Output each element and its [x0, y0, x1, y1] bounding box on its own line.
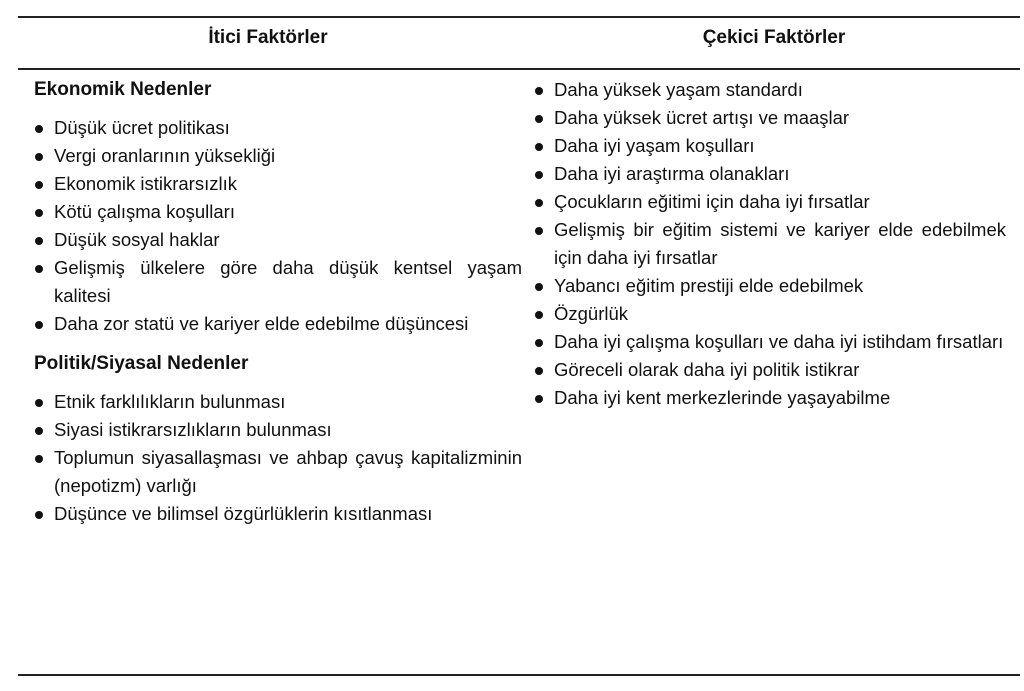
political-reasons-title: Politik/Siyasal Nedenler: [34, 353, 249, 374]
bullet-icon: [535, 367, 543, 375]
table-header-row: [18, 18, 1020, 70]
list-item: Özgürlük: [534, 300, 1006, 328]
list-item: Daha iyi kent merkezlerinde yaşayabilme: [534, 384, 1006, 412]
list-item: Yabancı eğitim prestiji elde edebilmek: [534, 272, 1006, 300]
pull-factors-list: [534, 76, 1006, 412]
bullet-icon: [35, 209, 43, 217]
list-item: Çocukların eğitimi için daha iyi fırsatlar: [534, 188, 1006, 216]
list-item: Kötü çalışma koşulları: [34, 198, 522, 226]
pull-factors-column: [534, 70, 1006, 412]
list-item: Daha yüksek ücret artışı ve maaşlar: [534, 104, 1006, 132]
list-item: Toplumun siyasallaşması ve ahbap çavuş kapitalizminin (nepotizm) varlığı: [34, 444, 522, 500]
bullet-icon: [35, 125, 43, 133]
bullet-icon: [535, 395, 543, 403]
bullet-icon: [535, 171, 543, 179]
header-pull-factors: Çekici Faktörler: [702, 27, 846, 48]
bullet-icon: [535, 87, 543, 95]
list-item: Ekonomik istikrarsızlık: [34, 170, 522, 198]
list-item: Siyasi istikrarsızlıkların bulunması: [34, 416, 522, 444]
list-item: Daha iyi yaşam koşulları: [534, 132, 1006, 160]
list-item: Düşük sosyal haklar: [34, 226, 522, 254]
header-push-factors: İtici Faktörler: [208, 27, 328, 48]
bullet-icon: [35, 511, 43, 519]
bullet-icon: [535, 115, 543, 123]
bullet-icon: [35, 399, 43, 407]
push-pull-factors-table: [18, 16, 1020, 676]
economic-reasons-title: Ekonomik Nedenler: [34, 79, 212, 100]
bullet-icon: [35, 321, 43, 329]
list-item: Daha yüksek yaşam standardı: [534, 76, 1006, 104]
bullet-icon: [35, 427, 43, 435]
bullet-icon: [35, 455, 43, 463]
list-item: Daha zor statü ve kariyer elde edebilme düşüncesi: [34, 310, 522, 338]
bullet-icon: [35, 181, 43, 189]
bullet-icon: [35, 237, 43, 245]
list-item: Etnik farklılıkların bulunması: [34, 388, 522, 416]
push-factors-column: [34, 70, 522, 528]
bullet-icon: [535, 283, 543, 291]
list-item: Daha iyi araştırma olanakları: [534, 160, 1006, 188]
list-item: Gelişmiş bir eğitim sistemi ve kariyer elde edebilmek için daha iyi fırsatlar: [534, 216, 1006, 272]
bullet-icon: [535, 311, 543, 319]
political-reasons-list: [34, 388, 522, 528]
list-item: Göreceli olarak daha iyi politik istikrar: [534, 356, 1006, 384]
list-item: Gelişmiş ülkelere göre daha düşük kentsel yaşam kalitesi: [34, 254, 522, 310]
bullet-icon: [35, 265, 43, 273]
economic-reasons-list: [34, 114, 522, 338]
bullet-icon: [535, 199, 543, 207]
bullet-icon: [35, 153, 43, 161]
bullet-icon: [535, 339, 543, 347]
bullet-icon: [535, 227, 543, 235]
list-item: Vergi oranlarının yüksekliği: [34, 142, 522, 170]
list-item: Düşünce ve bilimsel özgürlüklerin kısıtlanması: [34, 500, 522, 528]
bullet-icon: [535, 143, 543, 151]
list-item: Düşük ücret politikası: [34, 114, 522, 142]
list-item: Daha iyi çalışma koşulları ve daha iyi istihdam fırsatları: [534, 328, 1006, 356]
